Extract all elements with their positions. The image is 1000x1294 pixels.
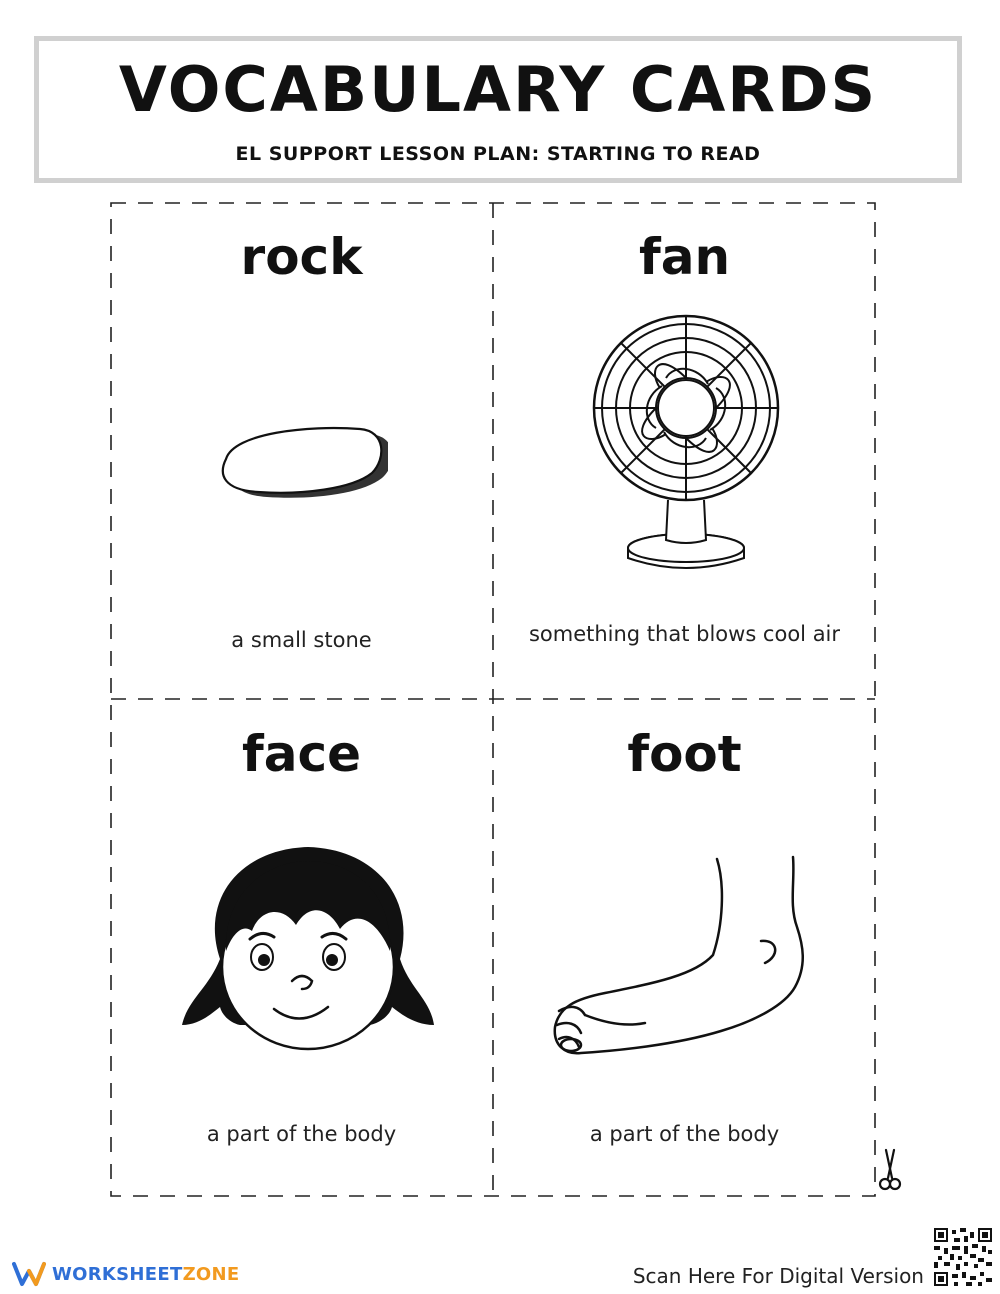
card-word: face xyxy=(241,725,362,783)
qr-code-icon[interactable] xyxy=(934,1228,992,1286)
brand-link[interactable] xyxy=(12,1260,240,1288)
page-title: VOCABULARY CARDS xyxy=(118,53,878,126)
fan-icon xyxy=(588,310,784,570)
card-rock xyxy=(110,202,493,699)
card-definition: a small stone xyxy=(231,628,372,652)
card-foot xyxy=(493,699,876,1196)
foot-icon xyxy=(545,855,815,1067)
face-icon xyxy=(180,839,436,1059)
worksheetzone-logo-icon xyxy=(12,1261,46,1287)
scan-label: Scan Here For Digital Version xyxy=(632,1264,924,1288)
title-banner xyxy=(34,36,962,183)
page-footer xyxy=(0,1220,1000,1294)
scissors-icon xyxy=(877,1148,903,1192)
card-face xyxy=(110,699,493,1196)
brand-name-primary: WORKSHEET xyxy=(52,1263,183,1285)
brand-name-secondary: ZONE xyxy=(182,1263,240,1285)
card-word: foot xyxy=(627,725,742,783)
brand-name xyxy=(52,1264,240,1285)
card-fan xyxy=(493,202,876,699)
card-definition: a part of the body xyxy=(589,1122,780,1146)
card-definition: a part of the body xyxy=(206,1122,397,1146)
card-definition: something that blows cool air xyxy=(528,622,841,646)
page-subtitle: EL SUPPORT LESSON PLAN: STARTING TO READ xyxy=(235,143,761,165)
card-word: rock xyxy=(240,228,363,286)
vocabulary-card-grid xyxy=(110,202,876,1197)
rock-icon xyxy=(216,417,388,499)
card-word: fan xyxy=(638,228,731,286)
